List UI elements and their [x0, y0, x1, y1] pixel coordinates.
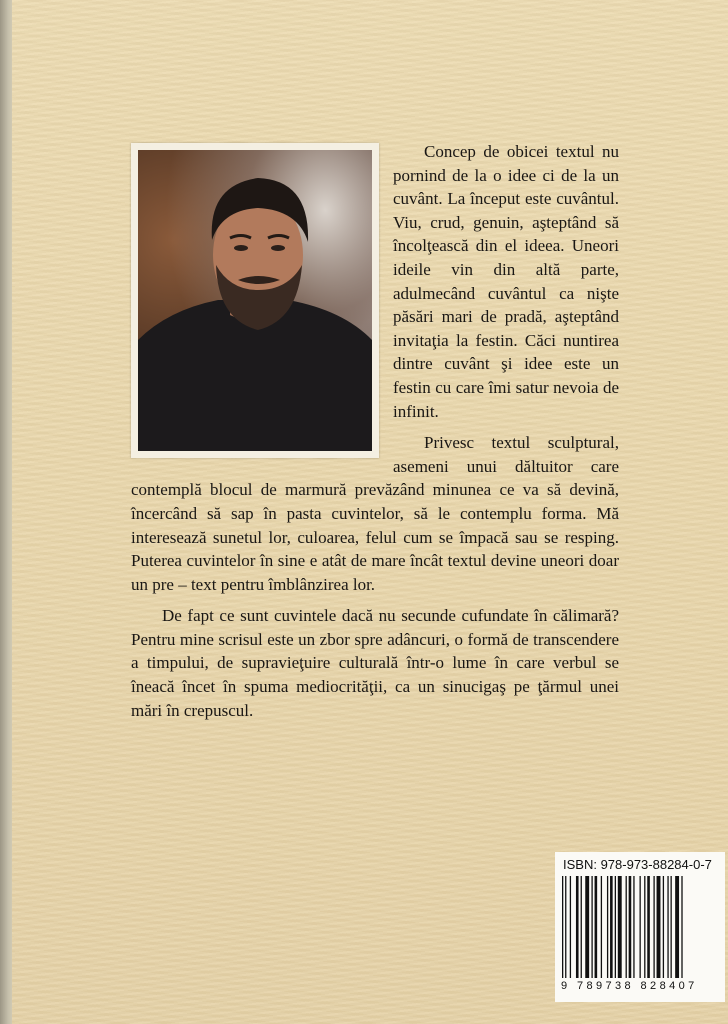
barcode-bars-icon [561, 876, 719, 978]
back-cover-text [131, 140, 619, 722]
back-cover [12, 0, 728, 1024]
paragraph-2: Privesc textul sculptural, asemeni unui dăltuitor care contemplă blocul de marmură prevăzând minunea ce va să devină, încercând să sap în pasta cuvintelor, să le contemplu forma. Mă interesează sunetul lor, culoarea, felul cum se împacă sau se resping. Puterea cuvintelor în sine e atât de mare încât textul devine uneori doar un pre – text pentru îmblânzirea lor. [131, 433, 619, 594]
isbn-barcode [555, 852, 725, 1002]
paragraph-1: Concep de obicei textul nu pornind de la o idee ci de la un cuvânt. La început este cuvântul. Viu, crud, genuin, aşteptând să încolţească din el ideea. Uneori ideile vin din altă parte, adulmecând cuvântul ca nişte păsări mari de pradă, aşteptând invitaţia la festin. Căci nuntirea dintre cuvânt şi idee este un festin cu care îmi satur nevoia de infinit. [393, 142, 619, 421]
photo-text-wrap-spacer [131, 140, 393, 456]
paragraph-3: De fapt ce sunt cuvintele dacă nu secunde cufundate în călimară? Pentru mine scrisul este un zbor spre adâncuri, o formă de transcendere a timpului, de supravieţuire culturală într-o lume în care verbul se îneacă încet în spuma mediocrităţii, ca un sinucigaş pe ţărmul unei mări în crepuscul. [131, 606, 619, 720]
barcode-digits: 9 789738 828407 [561, 980, 698, 992]
isbn-label: ISBN: 978-973-88284-0-7 [563, 857, 712, 872]
